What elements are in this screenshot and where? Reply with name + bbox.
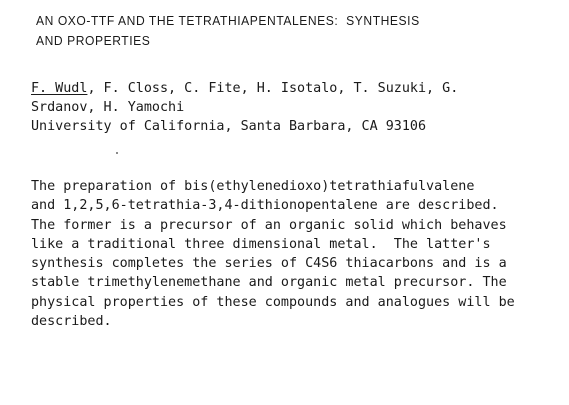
abstract-line: physical properties of these compounds and analogues will be xyxy=(31,294,515,310)
abstract-line: stable trimethylenemethane and organic metal precursor. The xyxy=(31,275,507,291)
abstract-line: The former is a precursor of an organic solid which behaves xyxy=(31,217,507,233)
scan-speck xyxy=(116,152,118,154)
abstract-line: and 1,2,5,6-tetrathia-3,4-dithionopentalene are described. xyxy=(31,198,499,214)
abstract-body xyxy=(31,177,515,331)
abstract-line: synthesis completes the series of C4S6 thiacarbons and is a xyxy=(31,256,507,272)
title-line-2: AND PROPERTIES xyxy=(36,33,151,48)
affiliation: University of California, Santa Barbara, CA 93106 xyxy=(31,119,427,134)
co-authors: , F. Closs, C. Fite, H. Isotalo, T. Suzuki, G. xyxy=(87,81,459,96)
abstract-line: The preparation of bis(ethylenedioxo)tetrathiafulvalene xyxy=(31,179,475,194)
abstract-line: like a traditional three dimensional metal. The latter's xyxy=(31,236,491,252)
abstract-line: described. xyxy=(31,314,112,330)
author-block xyxy=(31,79,458,136)
author-line-2: Srdanov, H. Yamochi xyxy=(31,100,185,115)
title-line-1: AN OXO-TTF AND THE TETRATHIAPENTALENES: SYNTHESIS xyxy=(36,13,420,28)
author-line-1 xyxy=(31,79,458,98)
paper-title xyxy=(36,11,420,51)
presenting-author: F. Wudl xyxy=(31,81,88,96)
